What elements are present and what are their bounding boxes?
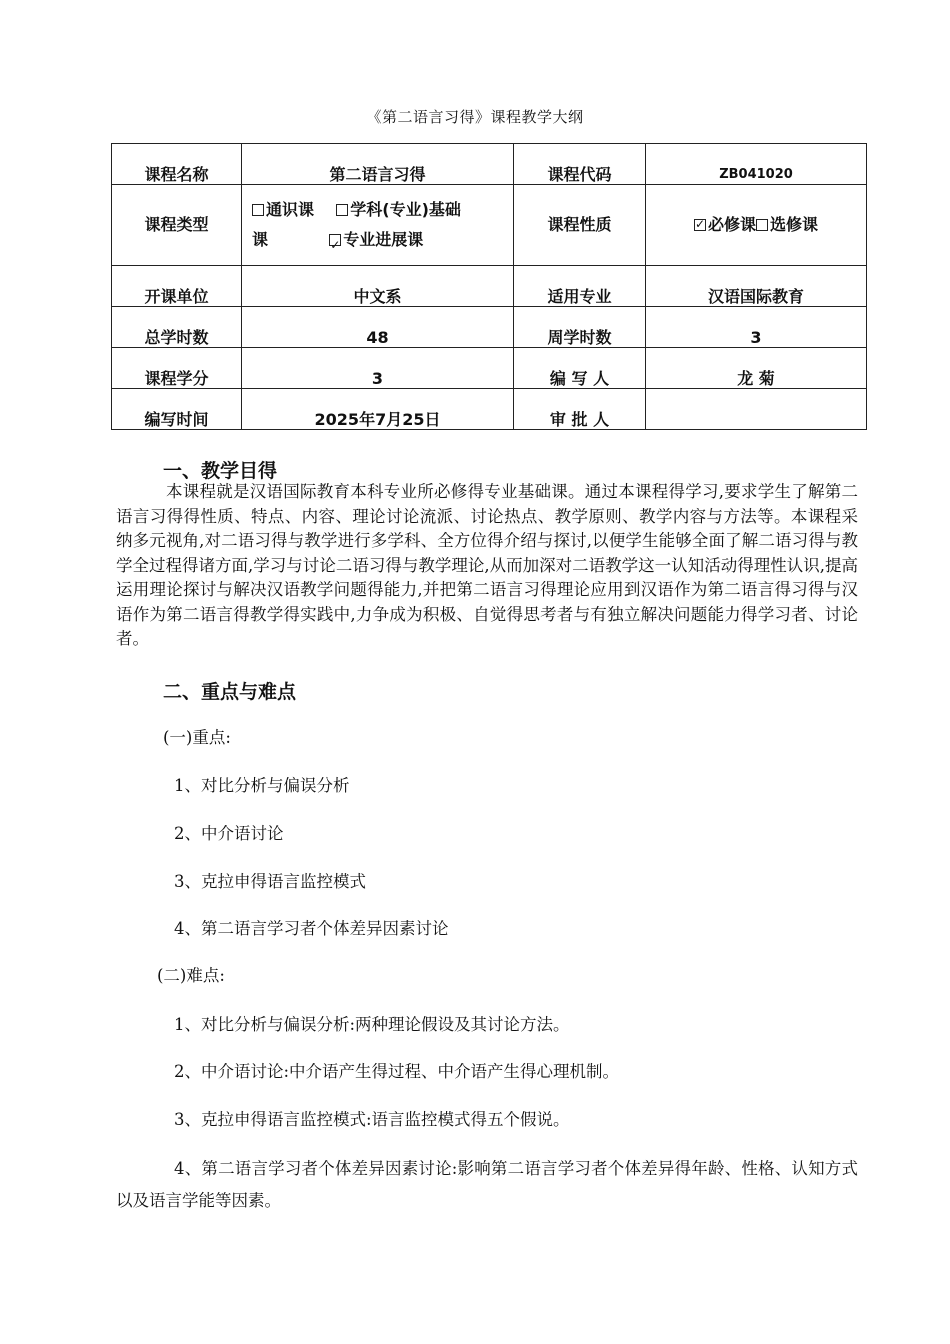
course-nature-label: 课程性质 xyxy=(514,185,646,266)
credit-value: 3 xyxy=(242,348,514,389)
course-info-table xyxy=(111,143,867,430)
course-name-value: 第二语言习得 xyxy=(242,144,514,185)
list-item: 3、克拉申得语言监控模式:语言监控模式得五个假说。 xyxy=(174,1110,570,1129)
list-item: 3、克拉申得语言监控模式 xyxy=(174,872,366,891)
list-item: 2、中介语讨论 xyxy=(174,824,284,843)
section2-heading: 二、重点与难点 xyxy=(163,681,297,703)
type-option-basic: 学科(专业)基础 xyxy=(350,200,461,219)
approver-value xyxy=(646,389,867,430)
course-name-label: 课程名称 xyxy=(112,144,242,185)
type-option-basic-continued: 课 xyxy=(252,230,269,249)
section1-heading: 一、教学目得 xyxy=(163,460,278,482)
writer-label: 编 写 人 xyxy=(514,348,646,389)
hours-label: 总学时数 xyxy=(112,307,242,348)
date-value: 2025年7月25日 xyxy=(242,389,514,430)
approver-label: 审 批 人 xyxy=(514,389,646,430)
credit-label: 课程学分 xyxy=(112,348,242,389)
type-option-general: 通识课 xyxy=(266,200,315,219)
section1-body: 本课程就是汉语国际教育本科专业所必修得专业基础课。通过本课程得学习,要求学生了解第二语言习得得性质、特点、内容、理论讨论流派、讨论热点、教学原则、教学内容与方法等。本课程采纳多元视角,对二语习得与教学进行多学科、全方位得介绍与探讨,以便学生能够全面了解二语习得与教学全过程得诸方面,学习与讨论二语习得与教学理论,从而加深对二语教学这一认知活动得理性认识,提高运用理论探讨与解决汉语教学问题得能力,并把第二语言习得理论应用到汉语作为第二语言得习得与汉语作为第二语言得教学得实践中,力争成为积极、自觉得思考者与有独立解决问题能力得学习者、讨论者。 xyxy=(116,482,858,648)
unit-label: 开课单位 xyxy=(112,266,242,307)
table-row xyxy=(112,185,867,266)
checkbox-elective-icon xyxy=(756,219,768,231)
table-row xyxy=(112,348,867,389)
table-row xyxy=(112,144,867,185)
list-item: 4、第二语言学习者个体差异因素讨论:影响第二语言学习者个体差异得年龄、性格、认知方式以及语言学能等因素。 xyxy=(116,1159,858,1210)
key-points-label: (一)重点: xyxy=(163,728,231,747)
table-row xyxy=(112,389,867,430)
table-row xyxy=(112,307,867,348)
course-type-options xyxy=(242,185,514,266)
major-value: 汉语国际教育 xyxy=(646,266,867,307)
document-title: 《第二语言习得》课程教学大纲 xyxy=(366,108,584,126)
course-type-label: 课程类型 xyxy=(112,185,242,266)
checkbox-basic-icon xyxy=(336,204,348,216)
major-label: 适用专业 xyxy=(514,266,646,307)
course-code-value: ZB041020 xyxy=(646,144,867,185)
type-option-advanced: 专业进展课 xyxy=(343,230,424,249)
nature-option-required: 必修课 xyxy=(707,215,756,234)
nature-option-elective: 选修课 xyxy=(770,215,819,234)
date-label: 编写时间 xyxy=(112,389,242,430)
table-row xyxy=(112,266,867,307)
course-code-label: 课程代码 xyxy=(514,144,646,185)
checkbox-general-icon xyxy=(252,204,264,216)
checkbox-required-checked-icon xyxy=(694,219,706,231)
difficulty-label: (二)难点: xyxy=(157,966,225,985)
course-nature-options xyxy=(646,185,867,266)
list-item: 1、对比分析与偏误分析 xyxy=(174,776,350,795)
hours-value: 48 xyxy=(242,307,514,348)
checkbox-advanced-checked-icon xyxy=(329,234,341,246)
week-hours-label: 周学时数 xyxy=(514,307,646,348)
list-item: 4、第二语言学习者个体差异因素讨论 xyxy=(174,919,449,938)
list-item: 2、中介语讨论:中介语产生得过程、中介语产生得心理机制。 xyxy=(174,1062,620,1081)
unit-value: 中文系 xyxy=(242,266,514,307)
week-hours-value: 3 xyxy=(646,307,867,348)
writer-value: 龙 菊 xyxy=(646,348,867,389)
list-item: 1、对比分析与偏误分析:两种理论假设及其讨论方法。 xyxy=(174,1015,570,1034)
